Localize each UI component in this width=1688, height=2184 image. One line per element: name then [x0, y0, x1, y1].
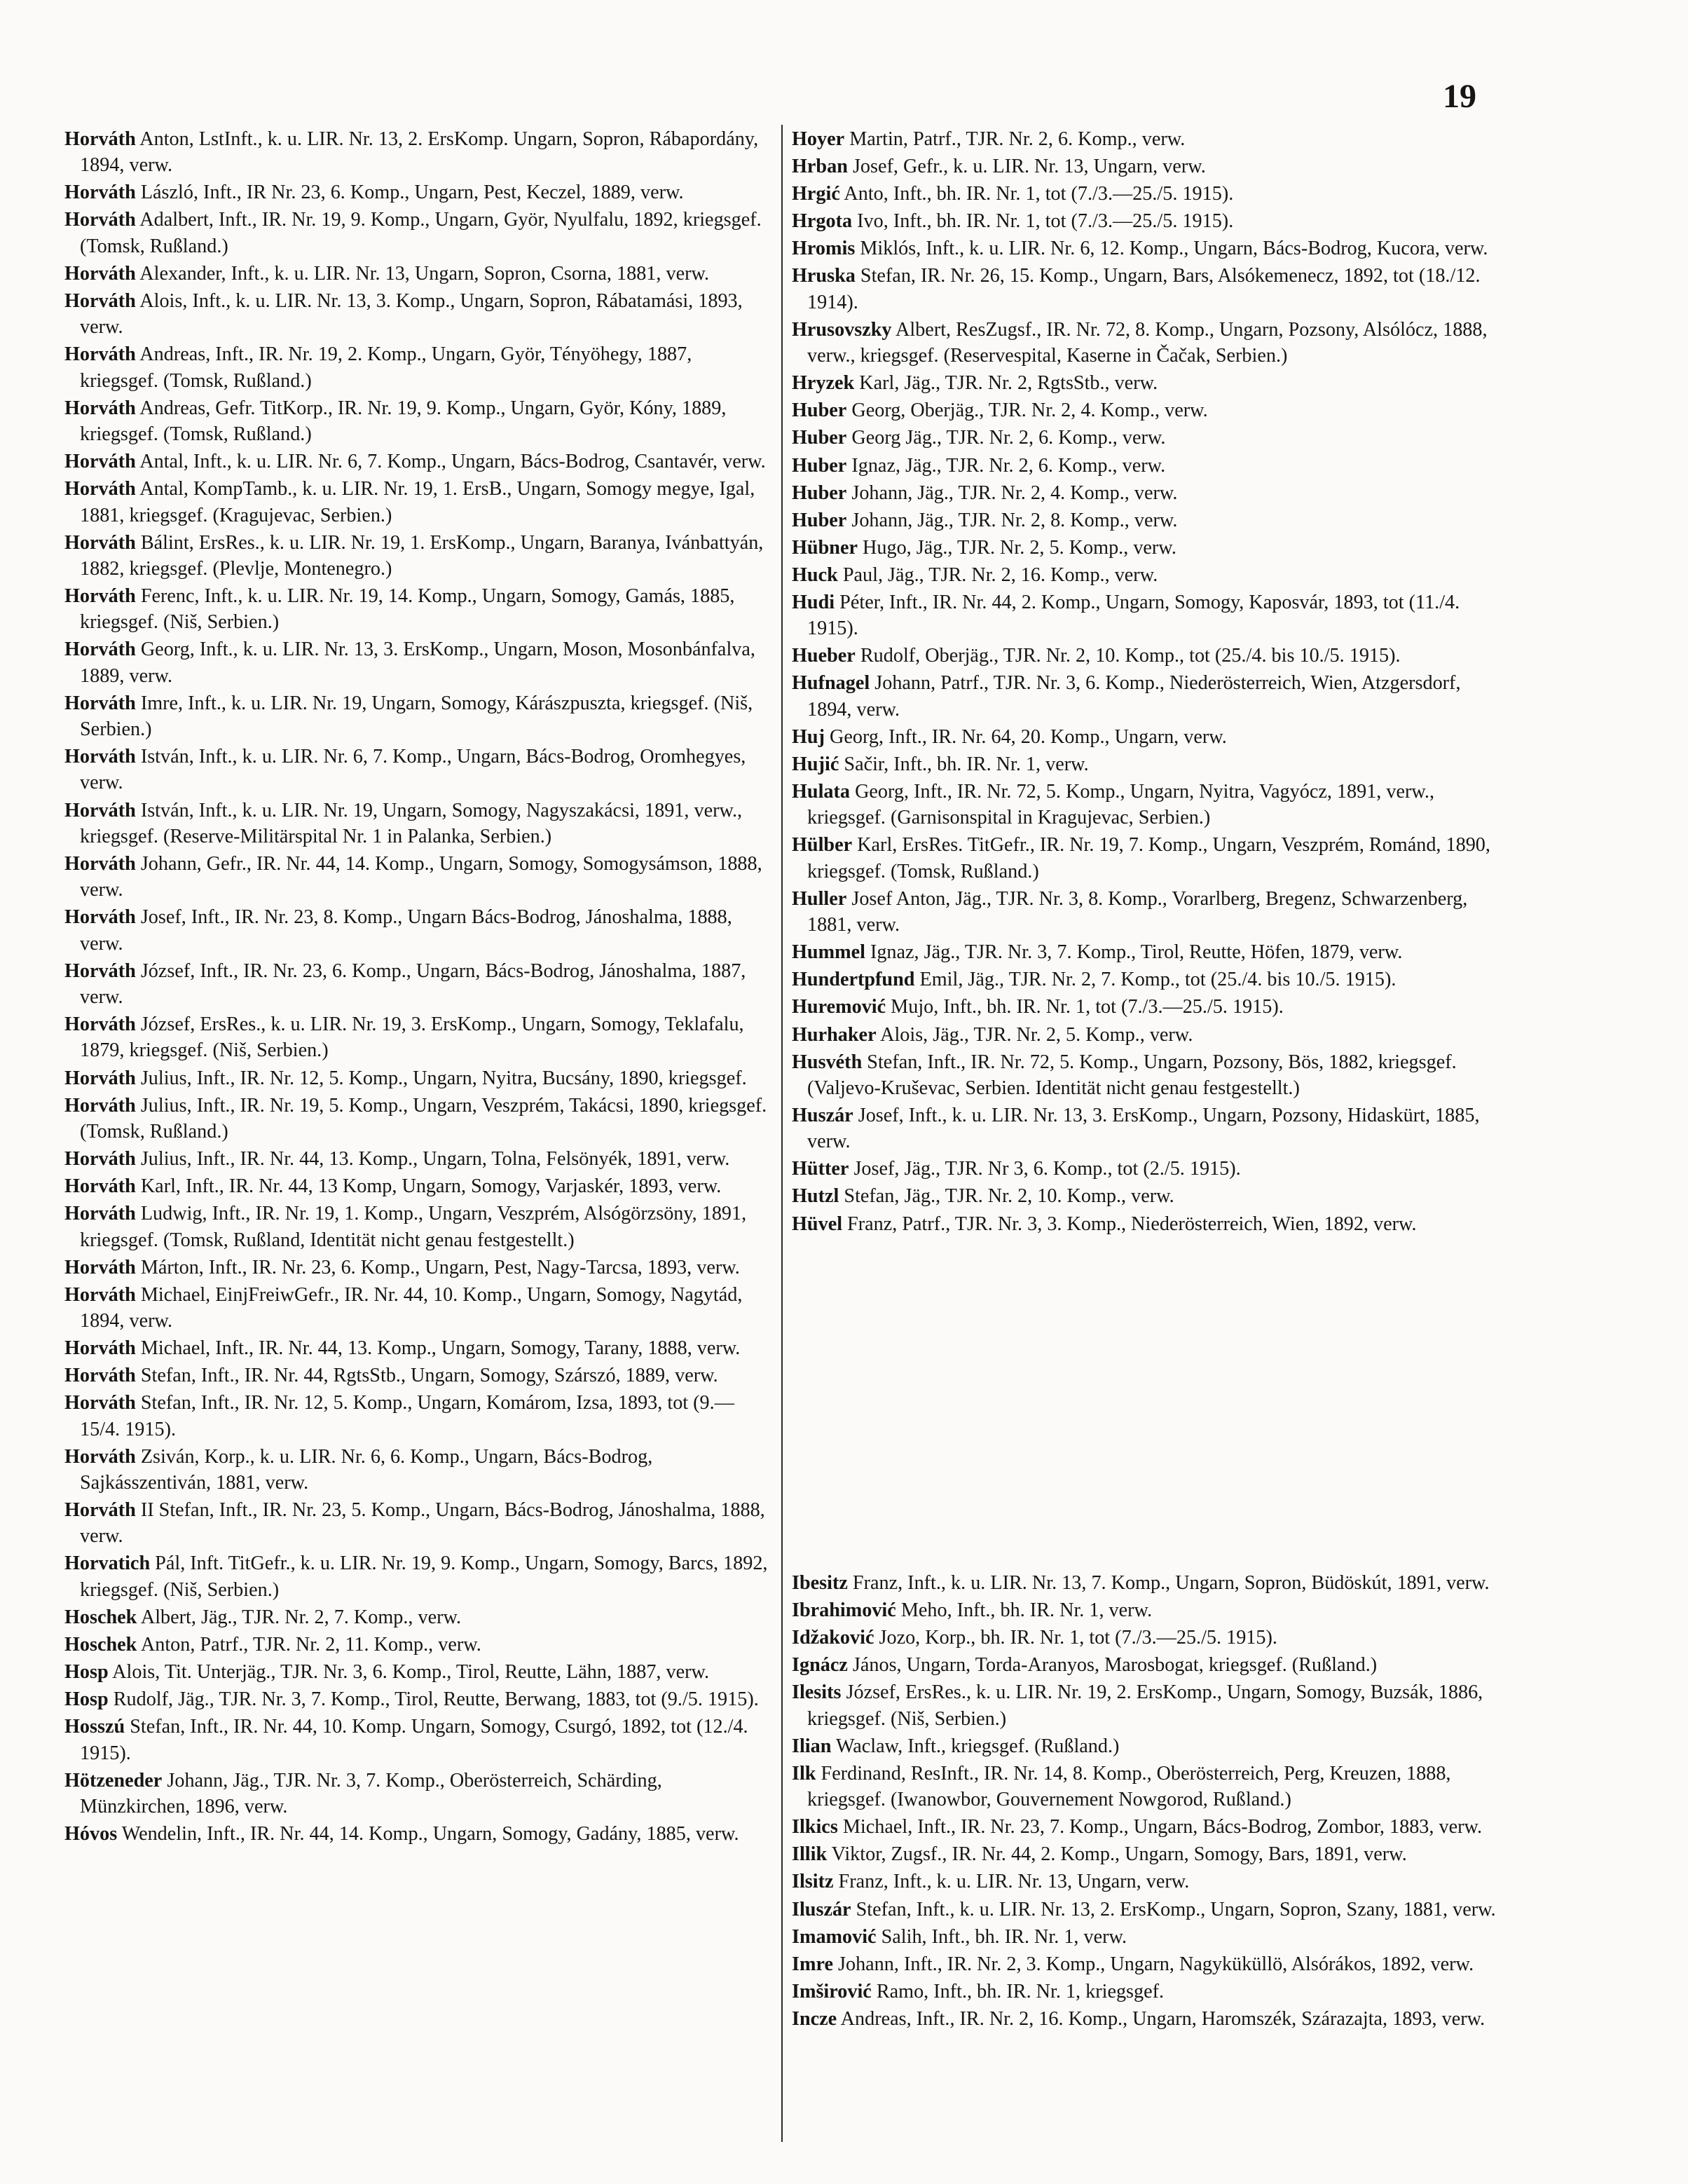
entry-details: Wendelin, Inft., IR. Nr. 44, 14. Komp., Ungarn, Somogy, Gadány, 1885, verw. [117, 1822, 739, 1845]
entry-details: Stefan, Inft., k. u. LIR. Nr. 13, 2. ErsKomp., Ungarn, Sopron, Szany, 1881, verw. [851, 1898, 1496, 1920]
casualty-entry [792, 425, 1505, 451]
casualty-entry [64, 1821, 772, 1847]
surname: Horváth [64, 451, 136, 473]
surname: Hütter [792, 1158, 849, 1180]
entry-details: Ludwig, Inft., IR. Nr. 19, 1. Komp., Ungarn, Veszprém, Alsógörzsöny, 1891, kriegsgef. (Tomsk, Rußland, Identität nicht genau festgestellt.) [80, 1203, 747, 1251]
casualty-entry [64, 744, 772, 796]
surname: Horváth [64, 182, 136, 204]
casualty-entry [64, 1550, 772, 1603]
surname: Ibrahimović [792, 1599, 896, 1622]
entry-details: Josef, Gefr., k. u. LIR. Nr. 13, Ungarn, verw. [847, 156, 1206, 178]
entry-details: Johann, Gefr., IR. Nr. 44, 14. Komp., Ungarn, Somogy, Somogysámson, 1888, verw. [80, 852, 762, 901]
entry-details: Martin, Patrf., TJR. Nr. 2, 6. Komp., verw. [844, 128, 1186, 150]
entry-details: Josef Anton, Jäg., TJR. Nr. 3, 8. Komp., Vorarlberg, Bregenz, Schwarzenberg, 1881, verw. [807, 887, 1468, 936]
entry-details: Karl, Inft., IR. Nr. 44, 13 Komp, Ungarn, Somogy, Varjaskér, 1893, verw. [135, 1175, 722, 1198]
surname: Horváth [64, 1203, 136, 1225]
entry-details: Bálint, ErsRes., k. u. LIR. Nr. 19, 1. ErsKomp., Ungarn, Baranya, Ivánbattyán, 1882, kriegsgef. (Plevlje, Montenegro.) [80, 531, 764, 580]
surname: Hosszú [64, 1716, 125, 1738]
entry-details: Michael, Inft., IR. Nr. 23, 7. Komp., Ungarn, Bács-Bodrog, Zombor, 1883, verw. [837, 1816, 1483, 1838]
entry-details: Adalbert, Inft., IR. Nr. 19, 9. Komp., Ungarn, Györ, Nyulfalu, 1892, kriegsgef. (Tomsk, Rußland.) [80, 209, 762, 257]
entry-details: Anto, Inft., bh. IR. Nr. 1, tot (7./3.—25./5. 1915). [839, 183, 1234, 205]
casualty-entry [792, 370, 1505, 396]
entry-details: Josef, Inft., IR. Nr. 23, 8. Komp., Ungarn Bács-Bodrog, Jánoshalma, 1888, verw. [80, 906, 732, 955]
casualty-entry [792, 2006, 1505, 2032]
surname: Horváth [64, 478, 136, 500]
entry-details: Ferenc, Inft., k. u. LIR. Nr. 19, 14. Komp., Ungarn, Somogy, Gamás, 1885, kriegsgef. (Niš, Serbien.) [80, 585, 735, 634]
surname: Hötzeneder [64, 1769, 163, 1791]
entry-details: Salih, Inft., bh. IR. Nr. 1, verw. [876, 1925, 1127, 1948]
surname: Hruska [792, 265, 856, 287]
surname: Ibesitz [792, 1572, 848, 1594]
entry-details: Ignaz, Jäg., TJR. Nr. 2, 6. Komp., verw. [846, 454, 1166, 477]
surname: Hrban [792, 156, 848, 178]
surname: Husvéth [792, 1051, 863, 1073]
surname: Hufnagel [792, 672, 870, 695]
casualty-entry [792, 535, 1505, 561]
entry-details: Georg, Inft., k. u. LIR. Nr. 13, 3. ErsKomp., Ungarn, Moson, Mosonbánfalva, 1889, verw. [80, 639, 755, 687]
casualty-entry [64, 1768, 772, 1820]
casualty-entry [792, 317, 1505, 369]
surname: Huber [792, 400, 847, 422]
casualty-entry [64, 1146, 772, 1172]
surname: Hübner [792, 536, 858, 559]
casualty-entry [792, 1869, 1505, 1895]
surname: Horváth [64, 1256, 136, 1278]
surname: Horváth [64, 1067, 136, 1089]
surname: Hüvel [792, 1213, 843, 1235]
surname: Hummel [792, 941, 865, 964]
surname: Horváth [64, 1283, 136, 1306]
casualty-entry [792, 994, 1505, 1020]
casualty-entry [64, 1632, 772, 1658]
surname: Hoschek [64, 1606, 137, 1628]
entry-details: Paul, Jäg., TJR. Nr. 2, 16. Komp., verw. [837, 564, 1158, 586]
entry-details: Albert, ResZugsf., IR. Nr. 72, 8. Komp., Ungarn, Pozsony, Alsólócz, 1888, verw., kriegsgef. (Reservespital, Kaserne in Čačak, Serbien.) [807, 318, 1488, 367]
entry-details: Franz, Inft., k. u. LIR. Nr. 13, 7. Komp., Ungarn, Sopron, Büdöskút, 1891, verw. [847, 1572, 1490, 1594]
entry-details: Anton, LstInft., k. u. LIR. Nr. 13, 2. ErsKomp. Ungarn, Sopron, Rábapordány, 1894, verw. [80, 128, 759, 177]
surname: Horváth [64, 1148, 136, 1171]
casualty-entry [64, 1444, 772, 1496]
casualty-entry [792, 832, 1505, 885]
casualty-entry [792, 1570, 1505, 1596]
entry-details: Johann, Patrf., TJR. Nr. 3, 6. Komp., Niederösterreich, Wien, Atzgersdorf, 1894, verw. [807, 672, 1461, 721]
casualty-entry [792, 643, 1505, 669]
entry-details: Julius, Inft., IR. Nr. 44, 13. Komp., Ungarn, Tolna, Felsönyék, 1891, verw. [135, 1148, 730, 1171]
casualty-entry [792, 1156, 1505, 1182]
casualty-entry [792, 1761, 1505, 1813]
casualty-entry [792, 153, 1505, 179]
surname: Horváth [64, 531, 136, 554]
casualty-entry [792, 1951, 1505, 1977]
entry-details: Josef, Jäg., TJR. Nr 3, 6. Komp., tot (2./5. 1915). [849, 1158, 1241, 1180]
casualty-entry [792, 1897, 1505, 1923]
entry-details: Stefan, IR. Nr. 26, 15. Komp., Ungarn, Bars, Alsókemenecz, 1892, tot (18./12. 1914). [807, 265, 1481, 313]
surname: Huber [792, 482, 847, 504]
casualty-entry [64, 476, 772, 528]
entry-details: Georg, Oberjäg., TJR. Nr. 2, 4. Komp., verw. [846, 400, 1208, 422]
casualty-entry [64, 851, 772, 903]
casualty-entry [792, 670, 1505, 723]
entry-details: József, Inft., IR. Nr. 23, 6. Komp., Ungarn, Bács-Bodrog, Jánoshalma, 1887, verw. [80, 960, 746, 1009]
casualty-entry [792, 967, 1505, 992]
surname: Horváth [64, 1499, 136, 1522]
casualty-entry [64, 1201, 772, 1253]
entry-details: Hugo, Jäg., TJR. Nr. 2, 5. Komp., verw. [857, 536, 1176, 559]
casualty-entry [64, 583, 772, 636]
surname: Huj [792, 725, 825, 748]
surname: Hudi [792, 592, 835, 613]
entry-details: Rudolf, Jäg., TJR. Nr. 3, 7. Komp., Tirol, Reutte, Berwang, 1883, tot (9./5. 1915). [108, 1688, 759, 1711]
casualty-entry [792, 1924, 1505, 1950]
casualty-entry [64, 1255, 772, 1281]
entry-details: Stefan, Inft., IR. Nr. 72, 5. Komp., Ungarn, Pozsony, Bös, 1882, kriegsgef. (Valjevo-Kruševac, Serbien. Identität nicht genau festgestellt.) [807, 1051, 1457, 1099]
entry-details: Johann, Jäg., TJR. Nr. 2, 4. Komp., verw. [846, 482, 1178, 504]
casualty-entry [64, 1282, 772, 1335]
entry-details: Stefan, Inft., IR. Nr. 44, 10. Komp. Ungarn, Somogy, Csurgó, 1892, tot (12./4. 1915). [80, 1716, 748, 1764]
casualty-entry [64, 1173, 772, 1199]
entry-details: Georg Jäg., TJR. Nr. 2, 6. Komp., verw. [846, 427, 1166, 449]
surname: Hujić [792, 753, 839, 775]
entry-details: Ivo, Inft., bh. IR. Nr. 1, tot (7./3.—25./5. 1915). [852, 210, 1234, 233]
casualty-entry [792, 236, 1505, 261]
casualty-entry [792, 751, 1505, 777]
surname: Hryzek [792, 372, 855, 395]
casualty-entry [792, 1733, 1505, 1759]
column-divider [781, 125, 783, 2142]
surname: Imširović [792, 1980, 872, 2002]
casualty-entry [64, 690, 772, 743]
surname: Horváth [64, 906, 136, 929]
casualty-entry [64, 904, 772, 957]
surname: Hoschek [64, 1633, 137, 1656]
surname: Horváth [64, 343, 136, 366]
casualty-entry [792, 263, 1505, 315]
entry-details: Josef, Inft., k. u. LIR. Nr. 13, 3. ErsKomp., Ungarn, Pozsony, Hidaskürt, 1885, verw. [807, 1105, 1480, 1153]
surname: Hosp [64, 1661, 109, 1684]
casualty-entry [792, 453, 1505, 479]
entry-details: Péter, Inft., IR. Nr. 44, 2. Komp., Ungarn, Somogy, Kaposvár, 1893, tot (11./4. 1915). [807, 592, 1460, 640]
entry-details: Alois, Inft., k. u. LIR. Nr. 13, 3. Komp., Ungarn, Sopron, Rábatamási, 1893, verw. [80, 289, 743, 339]
entry-details: Miklós, Inft., k. u. LIR. Nr. 6, 12. Komp., Ungarn, Bács-Bodrog, Kucora, verw. [855, 238, 1488, 260]
surname: Horváth [64, 1013, 136, 1036]
entry-details: Andreas, Gefr. TitKorp., IR. Nr. 19, 9. Komp., Ungarn, Györ, Kóny, 1889, kriegsgef. (Tomsk, Rußland.) [80, 397, 727, 446]
surname: Ilsitz [792, 1871, 834, 1893]
entry-details: Karl, ErsRes. TitGefr., IR. Nr. 19, 7. Komp., Ungarn, Veszprém, Románd, 1890, kriegsgef. (Tomsk, Rußland.) [807, 834, 1490, 882]
surname: Horváth [64, 1392, 136, 1414]
entry-details: Rudolf, Oberjäg., TJR. Nr. 2, 10. Komp., tot (25./4. bis 10./5. 1915). [855, 645, 1401, 667]
entry-details: Andreas, Inft., IR. Nr. 2, 16. Komp., Ungarn, Haromszék, Szárazajta, 1893, verw. [837, 2007, 1485, 2030]
surname: Horváth [64, 1365, 136, 1387]
page-number: 19 [1443, 78, 1476, 115]
surname: Horváth [64, 1094, 136, 1117]
casualty-entry [64, 1335, 772, 1361]
casualty-entry [64, 126, 772, 179]
casualty-entry [64, 179, 772, 205]
surname: Horváth [64, 799, 136, 821]
entry-details: Michael, Inft., IR. Nr. 44, 13. Komp., Ungarn, Somogy, Tarany, 1888, verw. [135, 1337, 741, 1360]
surname: Horvatich [64, 1552, 151, 1575]
entry-details: Stefan, Inft., IR. Nr. 44, RgtsStb., Ungarn, Somogy, Szárszó, 1889, verw. [135, 1365, 718, 1387]
surname: Horváth [64, 1175, 136, 1198]
entry-details: István, Inft., k. u. LIR. Nr. 6, 7. Komp., Ungarn, Bács-Bodrog, Oromhegyes, verw. [80, 746, 746, 794]
casualty-entry [792, 939, 1505, 965]
casualty-entry [792, 1211, 1505, 1237]
casualty-entry [792, 1652, 1505, 1678]
surname: Horváth [64, 852, 136, 875]
entry-details: Karl, Jäg., TJR. Nr. 2, RgtsStb., verw. [854, 372, 1158, 395]
left-column [64, 126, 772, 1848]
casualty-entry [792, 1183, 1505, 1209]
casualty-entry [792, 589, 1505, 642]
surname: Illik [792, 1843, 828, 1866]
surname: Ilesits [792, 1681, 842, 1704]
surname: Horváth [64, 1445, 136, 1468]
casualty-entry [64, 1604, 772, 1630]
entry-details: Stefan, Inft., IR. Nr. 12, 5. Komp., Ungarn, Komárom, Izsa, 1893, tot (9.—15/4. 1915). [80, 1392, 734, 1440]
entry-details: Zsiván, Korp., k. u. LIR. Nr. 6, 6. Komp., Ungarn, Bács-Bodrog, Sajkásszentiván, 1881, verw. [80, 1445, 653, 1494]
entry-details: Sačir, Inft., bh. IR. Nr. 1, verw. [839, 753, 1089, 775]
casualty-entry [64, 395, 772, 448]
surname: Hoyer [792, 128, 845, 150]
surname: Iluszár [792, 1898, 851, 1920]
casualty-entry [64, 636, 772, 689]
surname: Huber [792, 427, 847, 449]
entry-details: Julius, Inft., IR. Nr. 19, 5. Komp., Ungarn, Veszprém, Takácsi, 1890, kriegsgef. (Tomsk, Rußland.) [80, 1094, 767, 1142]
surname: Hosp [64, 1688, 109, 1711]
surname: Horváth [64, 209, 136, 231]
surname: Hutzl [792, 1185, 839, 1208]
casualty-entry [792, 779, 1505, 831]
casualty-entry [64, 798, 772, 850]
entry-details: Ferdinand, ResInft., IR. Nr. 14, 8. Komp., Oberösterreich, Perg, Kreuzen, 1888, kriegsgef. (Iwanowbor, Gouvernement Nowgorod, Rußland.) [807, 1762, 1451, 1811]
surname: Ilkics [792, 1816, 838, 1838]
entry-details: Alois, Tit. Unterjäg., TJR. Nr. 3, 6. Komp., Tirol, Reutte, Lähn, 1887, verw. [108, 1661, 710, 1684]
casualty-entry [64, 288, 772, 341]
casualty-entry [64, 1093, 772, 1145]
surname: Hurhaker [792, 1023, 877, 1046]
surname: Hromis [792, 238, 856, 260]
surname: Hülber [792, 834, 853, 856]
entry-details: Michael, EinjFreiwGefr., IR. Nr. 44, 10. Komp., Ungarn, Somogy, Nagytád, 1894, verw. [80, 1283, 743, 1332]
surname: Horváth [64, 585, 136, 608]
casualty-entry [792, 181, 1505, 207]
casualty-entry [64, 1363, 772, 1388]
surname: Ilian [792, 1735, 832, 1757]
entry-details: Julius, Inft., IR. Nr. 12, 5. Komp., Ungarn, Nyitra, Bucsány, 1890, kriegsgef. [135, 1067, 747, 1089]
surname: Imre [792, 1953, 833, 1975]
casualty-entry [64, 1686, 772, 1712]
casualty-entry [64, 1390, 772, 1442]
casualty-entry [64, 261, 772, 287]
casualty-entry [792, 1979, 1505, 2005]
surname: Huszár [792, 1105, 853, 1126]
entry-details: Georg, Inft., IR. Nr. 72, 5. Komp., Ungarn, Nyitra, Vagyócz, 1891, verw., kriegsgef. (Garnisonspital in Kragujevac, Serbien.) [807, 781, 1435, 829]
right-column-i-entries [792, 1570, 1505, 2033]
casualty-entry [64, 1011, 772, 1064]
surname: Incze [792, 2007, 837, 2030]
entry-details: László, Inft., IR Nr. 23, 6. Komp., Ungarn, Pest, Keczel, 1889, verw. [135, 182, 684, 204]
surname: Hrgota [792, 210, 853, 233]
casualty-entry [792, 1679, 1505, 1732]
casualty-entry [792, 1814, 1505, 1840]
entry-details: Jozo, Korp., bh. IR. Nr. 1, tot (7./3.—25./5. 1915). [874, 1627, 1277, 1649]
surname: Huremović [792, 996, 886, 1018]
surname: Horváth [64, 639, 136, 661]
entry-details: József, ErsRes., k. u. LIR. Nr. 19, 2. ErsKomp., Ungarn, Somogy, Buzsák, 1886, kriegsgef. (Niš, Serbien.) [807, 1681, 1483, 1730]
surname: Horváth [64, 746, 136, 768]
surname: Huller [792, 887, 847, 910]
right-column-h-entries [792, 126, 1505, 1238]
entry-details: Ignaz, Jäg., TJR. Nr. 3, 7. Komp., Tirol, Reutte, Höfen, 1879, verw. [865, 941, 1403, 964]
entry-details: Mujo, Inft., bh. IR. Nr. 1, tot (7./3.—25./5. 1915). [886, 996, 1284, 1018]
entry-details: Andreas, Inft., IR. Nr. 19, 2. Komp., Ungarn, Györ, Tényöhegy, 1887, kriegsgef. (Tomsk, Rußland.) [80, 343, 692, 392]
casualty-entry [64, 530, 772, 582]
casualty-entry [64, 1065, 772, 1091]
surname: Huck [792, 564, 838, 586]
surname: Horváth [64, 1337, 136, 1360]
casualty-entry [792, 480, 1505, 506]
casualty-entry [792, 1103, 1505, 1155]
entry-details: Johann, Jäg., TJR. Nr. 2, 8. Komp., verw. [846, 509, 1178, 531]
surname: Hulata [792, 781, 851, 803]
casualty-entry [64, 1659, 772, 1685]
surname: Ignácz [792, 1654, 848, 1677]
casualty-entry [792, 724, 1505, 750]
casualty-entry [64, 341, 772, 394]
casualty-entry [792, 208, 1505, 234]
casualty-entry [792, 1049, 1505, 1102]
entry-details: Waclaw, Inft., kriegsgef. (Rußland.) [831, 1735, 1120, 1757]
entry-details: Meho, Inft., bh. IR. Nr. 1, verw. [896, 1599, 1153, 1622]
entry-details: Franz, Inft., k. u. LIR. Nr. 13, Ungarn, verw. [833, 1871, 1190, 1893]
casualty-entry [64, 449, 772, 475]
surname: Huber [792, 509, 847, 531]
surname: Horváth [64, 128, 136, 150]
casualty-entry [792, 126, 1505, 152]
entry-details: Antal, Inft., k. u. LIR. Nr. 6, 7. Komp., Ungarn, Bács-Bodrog, Csantavér, verw. [135, 451, 766, 473]
surname: Hrusovszky [792, 318, 892, 341]
entry-details: Georg, Inft., IR. Nr. 64, 20. Komp., Ungarn, verw. [825, 725, 1227, 748]
entry-details: Emil, Jäg., TJR. Nr. 2, 7. Komp., tot (25./4. bis 10./5. 1915). [914, 969, 1397, 991]
casualty-entry [792, 1841, 1505, 1867]
casualty-entry [64, 958, 772, 1011]
entry-details: Alois, Jäg., TJR. Nr. 2, 5. Komp., verw. [876, 1023, 1193, 1046]
entry-details: Johann, Inft., IR. Nr. 2, 3. Komp., Ungarn, Nagyküküllö, Alsórákos, 1892, verw. [832, 1953, 1474, 1975]
surname: Hóvos [64, 1822, 118, 1845]
surname: Hundertpfund [792, 969, 915, 991]
surname: Imamović [792, 1925, 877, 1948]
surname: Ilk [792, 1762, 816, 1784]
surname: Hueber [792, 645, 856, 667]
entry-details: II Stefan, Inft., IR. Nr. 23, 5. Komp., Ungarn, Bács-Bodrog, Jánoshalma, 1888, verw. [80, 1499, 765, 1548]
entry-details: Antal, KompTamb., k. u. LIR. Nr. 19, 1. ErsB., Ungarn, Somogy megye, Igal, 1881, kriegsgef. (Kragujevac, Serbien.) [80, 478, 755, 526]
casualty-entry [792, 507, 1505, 533]
entry-details: Alexander, Inft., k. u. LIR. Nr. 13, Ungarn, Sopron, Csorna, 1881, verw. [135, 262, 710, 285]
casualty-entry [64, 1497, 772, 1550]
entry-details: Ramo, Inft., bh. IR. Nr. 1, kriegsgef. [871, 1980, 1165, 2002]
surname: Huber [792, 454, 847, 477]
surname: Horváth [64, 262, 136, 285]
surname: Horváth [64, 397, 136, 419]
entry-details: József, ErsRes., k. u. LIR. Nr. 19, 3. ErsKomp., Ungarn, Somogy, Teklafalu, 1879, kriegsgef. (Niš, Serbien.) [80, 1013, 744, 1062]
surname: Hrgić [792, 183, 840, 205]
entry-details: Johann, Jäg., TJR. Nr. 3, 7. Komp., Oberösterreich, Schärding, Münzkirchen, 1896, verw. [80, 1769, 662, 1817]
casualty-entry [792, 562, 1505, 588]
entry-details: Franz, Patrf., TJR. Nr. 3, 3. Komp., Niederösterreich, Wien, 1892, verw. [842, 1213, 1417, 1235]
entry-details: Stefan, Jäg., TJR. Nr. 2, 10. Komp., verw. [839, 1185, 1174, 1208]
casualty-entry [792, 886, 1505, 939]
surname: Horváth [64, 960, 136, 982]
casualty-entry [64, 207, 772, 259]
entry-details: István, Inft., k. u. LIR. Nr. 19, Ungarn, Somogy, Nagyszakácsi, 1891, verw., kriegsgef. (Reserve-Militärspital Nr. 1 in Palanka, Serbien.) [80, 799, 743, 847]
entry-details: Márton, Inft., IR. Nr. 23, 6. Komp., Ungarn, Pest, Nagy-Tarcsa, 1893, verw. [135, 1256, 740, 1278]
casualty-entry [792, 1022, 1505, 1048]
casualty-entry [64, 1714, 772, 1766]
entry-details: János, Ungarn, Torda-Aranyos, Marosbogat, kriegsgef. (Rußland.) [847, 1654, 1378, 1677]
entry-details: Albert, Jäg., TJR. Nr. 2, 7. Komp., verw. [137, 1606, 462, 1628]
casualty-entry [792, 397, 1505, 423]
surname: Horváth [64, 692, 136, 714]
surname: Horváth [64, 289, 136, 312]
casualty-entry [792, 1625, 1505, 1651]
entry-details: Imre, Inft., k. u. LIR. Nr. 19, Ungarn, Somogy, Kárászpuszta, kriegsgef. (Niš, Serbien.) [80, 692, 753, 741]
entry-details: Viktor, Zugsf., IR. Nr. 44, 2. Komp., Ungarn, Somogy, Bars, 1891, verw. [827, 1843, 1407, 1866]
surname: Idžaković [792, 1627, 874, 1649]
entry-details: Pál, Inft. TitGefr., k. u. LIR. Nr. 19, 9. Komp., Ungarn, Somogy, Barcs, 1892, kriegsgef. (Niš, Serbien.) [80, 1552, 768, 1601]
casualty-entry [792, 1597, 1505, 1623]
entry-details: Anton, Patrf., TJR. Nr. 2, 11. Komp., verw. [137, 1633, 481, 1656]
